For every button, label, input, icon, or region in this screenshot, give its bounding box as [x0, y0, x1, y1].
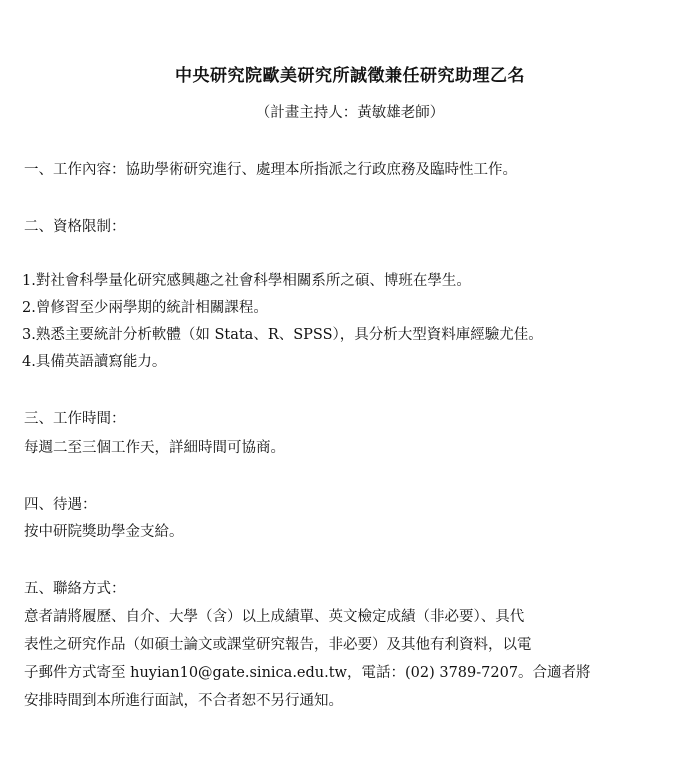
document-subtitle: （計畫主持人：黃敏雄老師） — [255, 105, 445, 121]
qualification-item: 4.具備英語讀寫能力。 — [22, 354, 167, 370]
contact-body-line: 意者請將履歷、自介、大學（含）以上成績單、英文檢定成績（非必要）、具代 — [24, 609, 525, 625]
section-work-content: 一、工作內容：協助學術研究進行、處理本所指派之行政庶務及臨時性工作。 — [24, 162, 517, 178]
qualification-item: 3.熟悉主要統計分析軟體（如 Stata、R、SPSS），具分析大型資料庫經驗尤佳。 — [22, 327, 543, 343]
section-qualifications-heading: 二、資格限制： — [24, 219, 126, 235]
document-title: 中央研究院歐美研究所誠徵兼任研究助理乙名 — [175, 66, 525, 86]
contact-body-line: 表性之研究作品（如碩士論文或課堂研究報告，非必要）及其他有利資料，以電 — [24, 637, 532, 653]
section-compensation-body: 按中研院獎助學金支給。 — [24, 524, 184, 540]
section-work-hours-heading: 三、工作時間： — [24, 411, 126, 427]
contact-body-line: 安排時間到本所進行面試，不合者恕不另行通知。 — [24, 693, 343, 709]
qualification-item: 1.對社會科學量化研究感興趣之社會科學相關系所之碩、博班在學生。 — [22, 273, 471, 289]
section-compensation-heading: 四、待遇： — [24, 497, 97, 513]
contact-body-line: 子郵件方式寄至 huyian10@gate.sinica.edu.tw，電話：(02) 3789-7207。合適者將 — [24, 665, 591, 681]
section-work-hours-body: 每週二至三個工作天，詳細時間可協商。 — [24, 440, 285, 456]
section-contact-heading: 五、聯絡方式： — [24, 581, 126, 597]
qualification-item: 2.曾修習至少兩學期的統計相關課程。 — [22, 300, 268, 316]
